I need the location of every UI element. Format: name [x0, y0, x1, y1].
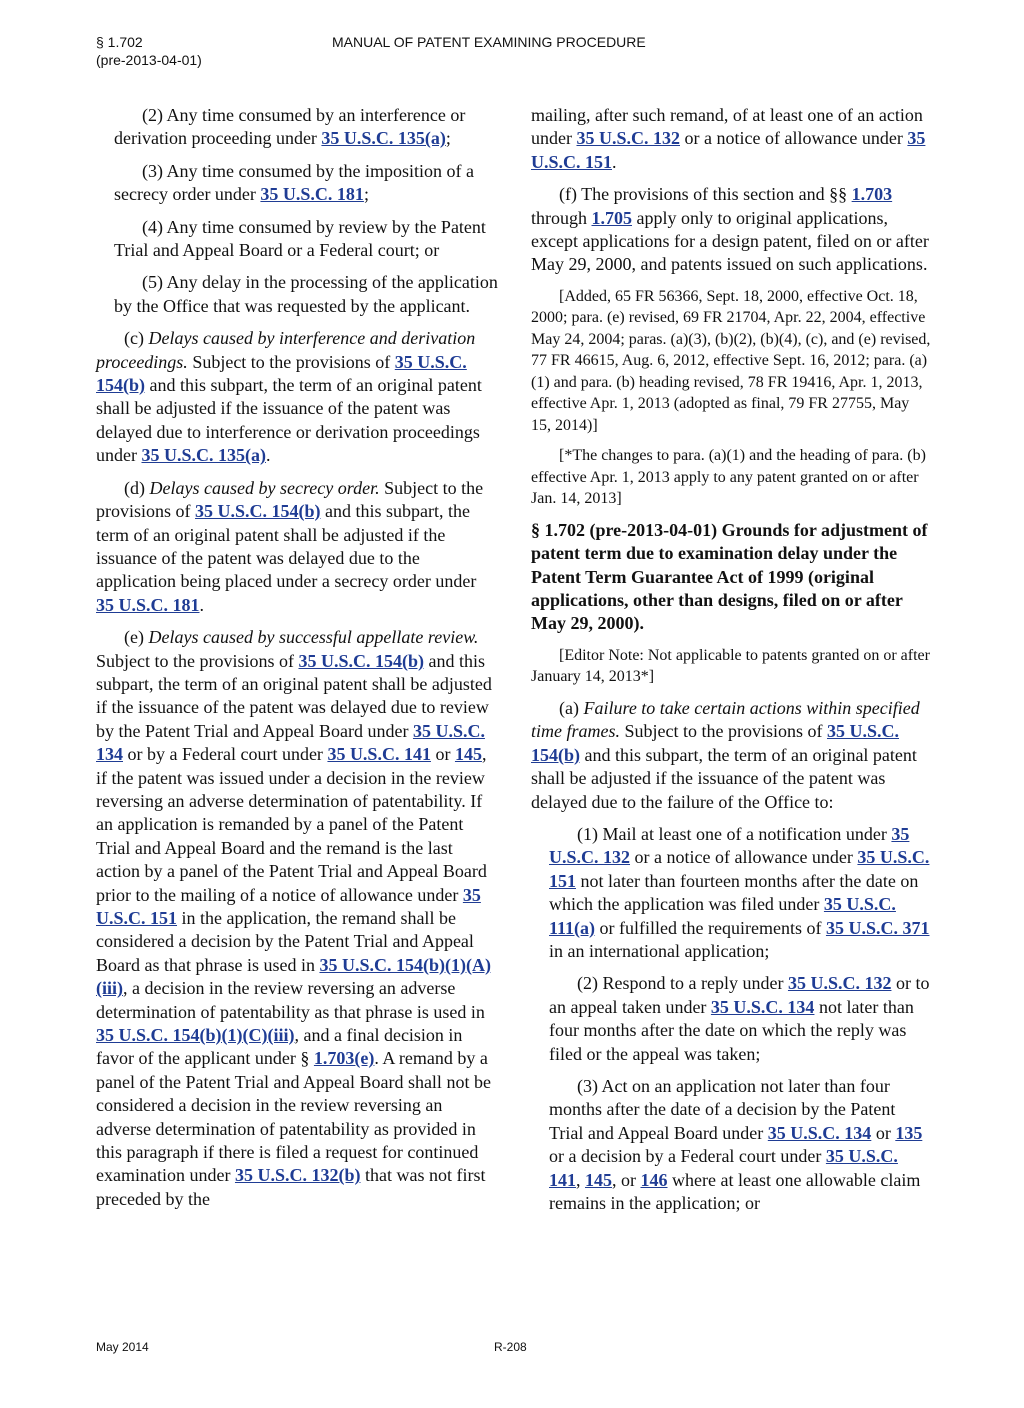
- changes-note: [*The changes to para. (a)(1) and the heading of para. (b) effective Apr. 1, 2013 apply to any patent granted on or after Jan. 14, 2013]: [531, 447, 926, 508]
- text: through: [531, 207, 592, 228]
- label: (e): [124, 627, 149, 648]
- paragraph-d: [96, 477, 498, 617]
- link-35-usc-141[interactable]: 35 U.S.C. 141: [549, 1146, 898, 1190]
- label: (a): [559, 697, 584, 718]
- link-145[interactable]: 145: [585, 1169, 612, 1190]
- text: and this subpart, the term of an original patent shall be adjusted if the issuance of the patent was delayed due to review by the Patent Trial and Appeal Board under: [96, 650, 492, 741]
- paragraph-e-continued: [531, 104, 932, 174]
- text: apply only to original applications, except applications for a design patent, filed on or after May 29, 2000, and patents issued on such applications.: [531, 207, 929, 275]
- label: (c): [124, 328, 149, 349]
- text: or fulfilled the requirements of: [595, 917, 826, 938]
- paragraph-b2: [114, 104, 498, 151]
- text: ;: [363, 184, 369, 205]
- link-35-usc-371[interactable]: 35 U.S.C. 371: [825, 917, 930, 938]
- link-35-usc-135a[interactable]: 35 U.S.C. 135(a): [321, 128, 446, 149]
- link-35-usc-134[interactable]: 35 U.S.C. 134: [96, 720, 485, 765]
- text: or a notice of allowance under: [630, 847, 858, 868]
- text: (3) Act on an application not later than four months after the date of a decision by the Patent Trial and Appeal Board under: [549, 1075, 896, 1143]
- text: (f) The provisions of this section and §§: [559, 184, 852, 205]
- link-35-usc-154b1aiii[interactable]: 35 U.S.C. 154(b)(1)(A)(iii): [96, 954, 491, 999]
- text: or to an appeal taken under: [549, 973, 930, 1017]
- text: .: [612, 151, 617, 172]
- paragraph-e: [96, 626, 498, 1211]
- link-35-usc-151[interactable]: 35 U.S.C. 151: [531, 128, 926, 172]
- text: or a notice of allowance under: [680, 128, 908, 149]
- running-title: MANUAL OF PATENT EXAMINING PROCEDURE: [332, 34, 646, 50]
- link-1-705[interactable]: 1.705: [591, 207, 632, 228]
- link-35-usc-181[interactable]: 35 U.S.C. 181: [260, 184, 364, 205]
- footer-date: May 2014: [96, 1340, 149, 1354]
- link-35-usc-154b[interactable]: 35 U.S.C. 154(b): [96, 351, 467, 396]
- text: .: [199, 594, 205, 615]
- header-version: (pre-2013-04-01): [96, 52, 202, 68]
- link-1-703e[interactable]: 1.703(e): [313, 1048, 375, 1069]
- text: that was not first preceded by the: [96, 1165, 486, 1209]
- text: mailing, after such remand, of at least one of an action under: [531, 105, 923, 149]
- text: . A remand by a panel of the Patent Trial and Appeal Board shall not be considered a decision in the review reversing an adverse determination of patentability as provided in this paragraph if there is filed a request for continued examination under: [96, 1048, 491, 1186]
- text: (1) Mail at least one of a notification under: [577, 823, 892, 844]
- text: , a decision in the review reversing an adverse determination of patentability as that phrase is used in: [96, 978, 485, 1022]
- link-35-usc-154b[interactable]: 35 U.S.C. 154(b): [298, 650, 424, 671]
- label: (d): [124, 477, 150, 498]
- text: not later than fourteen months after the date on which the application was filed under: [549, 870, 919, 915]
- link-135[interactable]: 135: [895, 1122, 923, 1143]
- link-146[interactable]: 146: [640, 1169, 668, 1190]
- paragraph-a: [531, 697, 932, 814]
- paragraph-heading: Delays caused by successful appellate review.: [148, 627, 479, 648]
- text: , and a final decision in favor of the applicant under §: [96, 1025, 463, 1069]
- text: , if the patent was issued under a decision in the review reversing an adverse determination of patentability. If an application is remanded by a panel of the Patent Trial and Appeal Board and the remand is the last action by a panel of the Patent Trial and Appeal Board prior to the mailing of a notice of allowance under: [96, 744, 487, 905]
- link-35-usc-132[interactable]: 35 U.S.C. 132: [549, 823, 910, 868]
- text: Subject to the provisions of: [620, 721, 827, 742]
- text: Subject to the provisions of: [96, 477, 484, 522]
- paragraph-a1: [549, 823, 932, 963]
- right-column: [531, 104, 932, 1224]
- link-1-703[interactable]: 1.703: [851, 184, 893, 205]
- link-35-usc-151[interactable]: 35 U.S.C. 151: [549, 847, 930, 891]
- text: Subject to the provisions of: [96, 650, 299, 671]
- left-column: [96, 104, 498, 1220]
- link-35-usc-141[interactable]: 35 U.S.C. 141: [327, 744, 431, 765]
- text: or: [871, 1122, 896, 1143]
- link-145[interactable]: 145: [454, 744, 482, 765]
- link-35-usc-134[interactable]: 35 U.S.C. 134: [710, 996, 815, 1017]
- paragraph-b3: [114, 160, 498, 207]
- link-35-usc-151[interactable]: 35 U.S.C. 151: [96, 884, 481, 928]
- header-section-number: § 1.702: [96, 34, 143, 50]
- paragraph-c: [96, 327, 498, 467]
- text: and this subpart, the term of an original patent shall be adjusted if the issuance of the patent was delayed due to interference or derivation proceedings under: [96, 375, 482, 466]
- link-35-usc-154b[interactable]: 35 U.S.C. 154(b): [531, 721, 899, 765]
- text: (3) Any time consumed by the imposition of a secrecy order under: [114, 160, 474, 205]
- paragraph-b5: [114, 271, 498, 318]
- link-35-usc-154b1ciii[interactable]: 35 U.S.C. 154(b)(1)(C)(iii): [96, 1025, 295, 1046]
- text: (4) Any time consumed by review by the Patent Trial and Appeal Board or a Federal court; or: [114, 216, 486, 261]
- text: , or: [612, 1169, 641, 1190]
- text: (2) Any time consumed by an interference or derivation proceeding under: [114, 105, 466, 149]
- link-35-usc-132b[interactable]: 35 U.S.C. 132(b): [234, 1165, 361, 1186]
- paragraph-heading: Delays caused by secrecy order.: [149, 477, 380, 498]
- text: (2) Respond to a reply under: [577, 973, 788, 994]
- paragraph-f: [531, 183, 932, 277]
- page-number: R-208: [494, 1340, 527, 1354]
- text: and this subpart, the term of an original patent shall be adjusted if the issuance of the patent was delayed due to the application being placed under a secrecy order under: [96, 501, 477, 592]
- link-35-usc-135a[interactable]: 35 U.S.C. 135(a): [141, 445, 266, 466]
- paragraph-heading: Delays caused by interference and derivation proceedings.: [96, 328, 476, 372]
- link-35-usc-132[interactable]: 35 U.S.C. 132: [576, 128, 680, 149]
- section-heading: § 1.702 (pre-2013-04-01) Grounds for adjustment of patent term due to examination delay under the Patent Term Guarantee Act of 1999 (original applications, other than designs, filed on or after May 29, 2000).: [531, 519, 928, 634]
- text: .: [265, 445, 271, 466]
- text: or: [430, 744, 455, 765]
- history-note: [Added, 65 FR 56366, Sept. 18, 2000, effective Oct. 18, 2000; para. (e) revised, 69 FR 21704, Apr. 22, 2004, effective May 24, 2004; paras. (a)(3), (b)(2), (b)(4), (c), and (e) revised, 77 FR 46615, Aug. 6, 2012, effective Sept. 16, 2012; para. (a)(1) and para. (b) heading revised, 78 FR 19416, Apr. 1, 2013, effective Apr. 1, 2013 (adopted as final, 79 FR 27755, May 15, 2014)]: [531, 287, 931, 434]
- link-35-usc-154b[interactable]: 35 U.S.C. 154(b): [195, 501, 321, 522]
- link-35-usc-132[interactable]: 35 U.S.C. 132: [787, 973, 892, 994]
- text: not later than four months after the date on which the reply was filed or the appeal was taken;: [549, 996, 914, 1064]
- paragraph-heading: Failure to take certain actions within specified time frames.: [531, 697, 920, 742]
- text: where at least one allowable claim remains in the application; or: [549, 1169, 921, 1213]
- link-35-usc-111a[interactable]: 35 U.S.C. 111(a): [549, 894, 896, 938]
- text: in an international application;: [549, 940, 770, 961]
- paragraph-a3: [549, 1075, 932, 1215]
- paragraph-a2: [549, 972, 932, 1066]
- text: or a decision by a Federal court under: [549, 1146, 826, 1167]
- text: and this subpart, the term of an original patent shall be adjusted if the issuance of the patent was delayed due to the failure of the Office to:: [531, 744, 917, 812]
- paragraph-b4: [114, 216, 498, 263]
- editor-note: [Editor Note: Not applicable to patents granted on or after January 14, 2013*]: [531, 646, 930, 686]
- text: ,: [576, 1169, 585, 1190]
- text: (5) Any delay in the processing of the application by the Office that was requested by the applicant.: [114, 272, 498, 316]
- text: in the application, the remand shall be considered a decision by the Patent Trial and Appeal Board as that phrase is used in: [96, 908, 474, 975]
- text: or by a Federal court under: [123, 744, 328, 765]
- link-35-usc-134[interactable]: 35 U.S.C. 134: [767, 1122, 872, 1143]
- text: ;: [445, 128, 451, 149]
- link-35-usc-181[interactable]: 35 U.S.C. 181: [96, 594, 200, 615]
- text: Subject to the provisions of: [187, 351, 395, 372]
